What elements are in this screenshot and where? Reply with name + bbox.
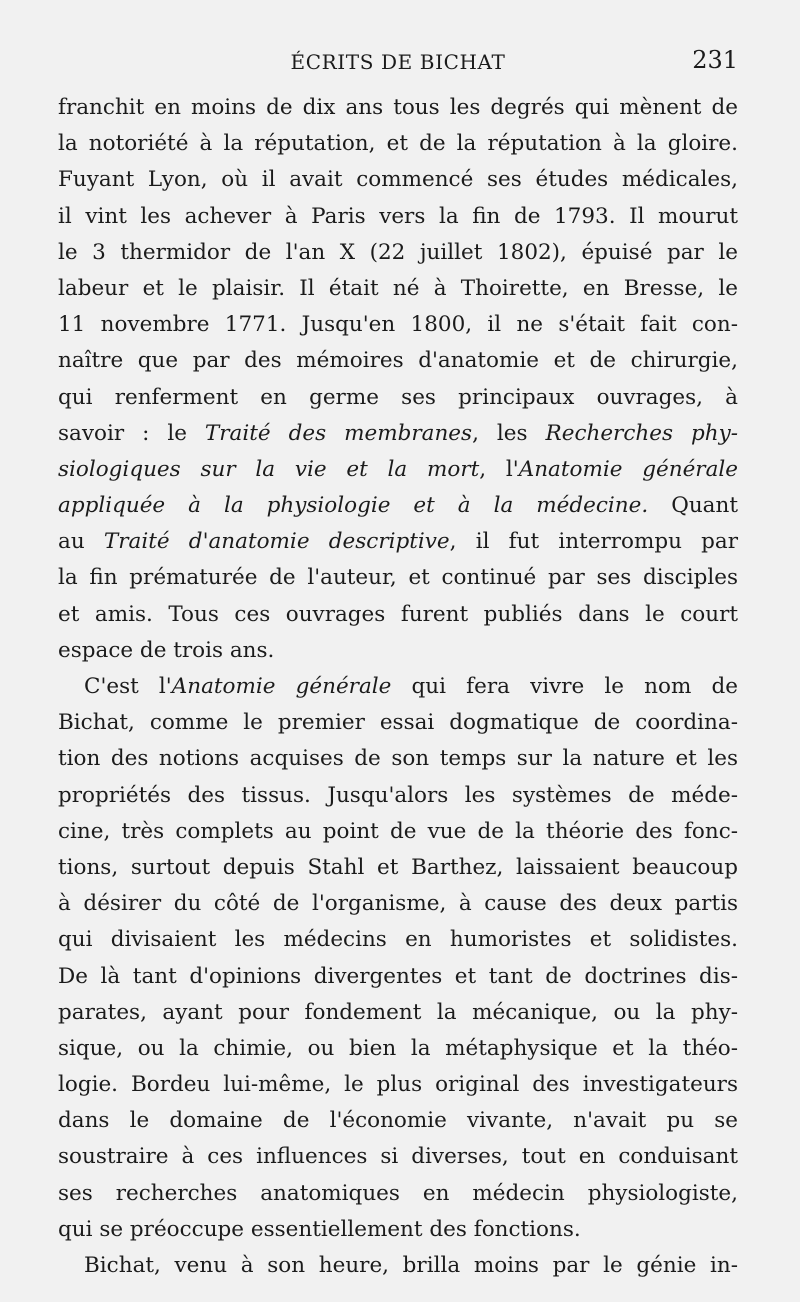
text-line: ses recherches anatomiques en médecin physiologiste, xyxy=(58,1180,738,1206)
text-line: parates, ayant pour fondement la mécanique, ou la phy- xyxy=(58,999,738,1025)
book-title: appliquée à la physiologie et à la médecine. xyxy=(58,493,649,519)
text-run: , les xyxy=(472,420,546,446)
text-line: Fuyant Lyon, où il avait commencé ses études médicales, xyxy=(58,167,738,193)
text-line: cine, très complets au point de vue de la théorie des fonc- xyxy=(58,818,738,844)
text-run: Quant xyxy=(648,493,738,519)
text-line: Bichat, comme le premier essai dogmatique de coordina- xyxy=(58,710,738,736)
text-line: la fin prématurée de l'auteur, et continué par ses disciples xyxy=(58,565,738,591)
book-title: Traité d'anatomie descriptive xyxy=(103,529,450,555)
text-line: soustraire à ces influences si diverses, tout en conduisant xyxy=(58,1144,738,1170)
text-line: 11 novembre 1771. Jusqu'en 1800, il ne s'était fait con- xyxy=(58,312,738,338)
text-run: C'est l' xyxy=(84,674,172,699)
book-title: Traité des membranes xyxy=(204,420,473,446)
book-title: Recherches phy- xyxy=(545,420,738,446)
running-title: ÉCRITS DE BICHAT xyxy=(290,50,506,74)
text-run: savoir : le xyxy=(58,420,205,446)
text-line: le 3 thermidor de l'an X (22 juillet 1802), épuisé par le xyxy=(58,239,738,265)
book-title: Anatomie générale xyxy=(171,674,392,699)
text-line: naître que par des mémoires d'anatomie et de chirurgie, xyxy=(58,348,738,374)
page-header xyxy=(58,46,738,78)
text-line: espace de trois ans. xyxy=(58,637,275,663)
text-line: qui se préoccupe essentiellement des fonctions. xyxy=(58,1216,581,1242)
book-title: siologiques sur la vie et la mort xyxy=(58,456,480,482)
text-line: la notoriété à la réputation, et de la réputation à la gloire. xyxy=(58,131,738,157)
text-line: propriétés des tissus. Jusqu'alors les systèmes de méde- xyxy=(58,782,738,808)
text-line: logie. Bordeu lui-même, le plus original des investigateurs xyxy=(58,1072,738,1098)
body-text xyxy=(58,90,738,1284)
text-line xyxy=(58,488,738,524)
text-line: Bichat, venu à son heure, brilla moins par le génie in- xyxy=(84,1253,738,1278)
text-run: au xyxy=(58,529,104,555)
text-line: tions, surtout depuis Stahl et Barthez, laissaient beaucoup xyxy=(58,854,738,880)
text-run: , l' xyxy=(479,456,519,482)
text-line: à désirer du côté de l'organisme, à cause des deux partis xyxy=(58,891,738,917)
text-line: et amis. Tous ces ouvrages furent publiés dans le court xyxy=(58,601,738,627)
text-line: De là tant d'opinions divergentes et tant de doctrines dis- xyxy=(58,963,738,989)
text-line: dans le domaine de l'économie vivante, n'avait pu se xyxy=(58,1108,738,1134)
text-line: qui divisaient les médecins en humoristes et solidistes. xyxy=(58,927,738,953)
text-line: qui renferment en germe ses principaux ouvrages, à xyxy=(58,384,738,410)
page-number: 231 xyxy=(692,46,738,74)
text-line: franchit en moins de dix ans tous les degrés qui mènent de xyxy=(58,95,738,120)
text-line: sique, ou la chimie, ou bien la métaphysique et la théo- xyxy=(58,1035,738,1061)
text-line xyxy=(58,416,738,452)
text-run: , il fut interrompu par xyxy=(449,529,739,555)
text-line xyxy=(58,669,738,705)
text-line: il vint les achever à Paris vers la fin de 1793. Il mourut xyxy=(58,203,738,229)
text-line: tion des notions acquises de son temps sur la nature et les xyxy=(58,746,738,772)
text-line xyxy=(58,452,738,488)
book-title: Anatomie générale xyxy=(518,456,738,482)
text-run: qui fera vivre le nom de xyxy=(391,674,738,699)
text-line: labeur et le plaisir. Il était né à Thoirette, en Bresse, le xyxy=(58,275,738,301)
text-line xyxy=(58,524,738,560)
